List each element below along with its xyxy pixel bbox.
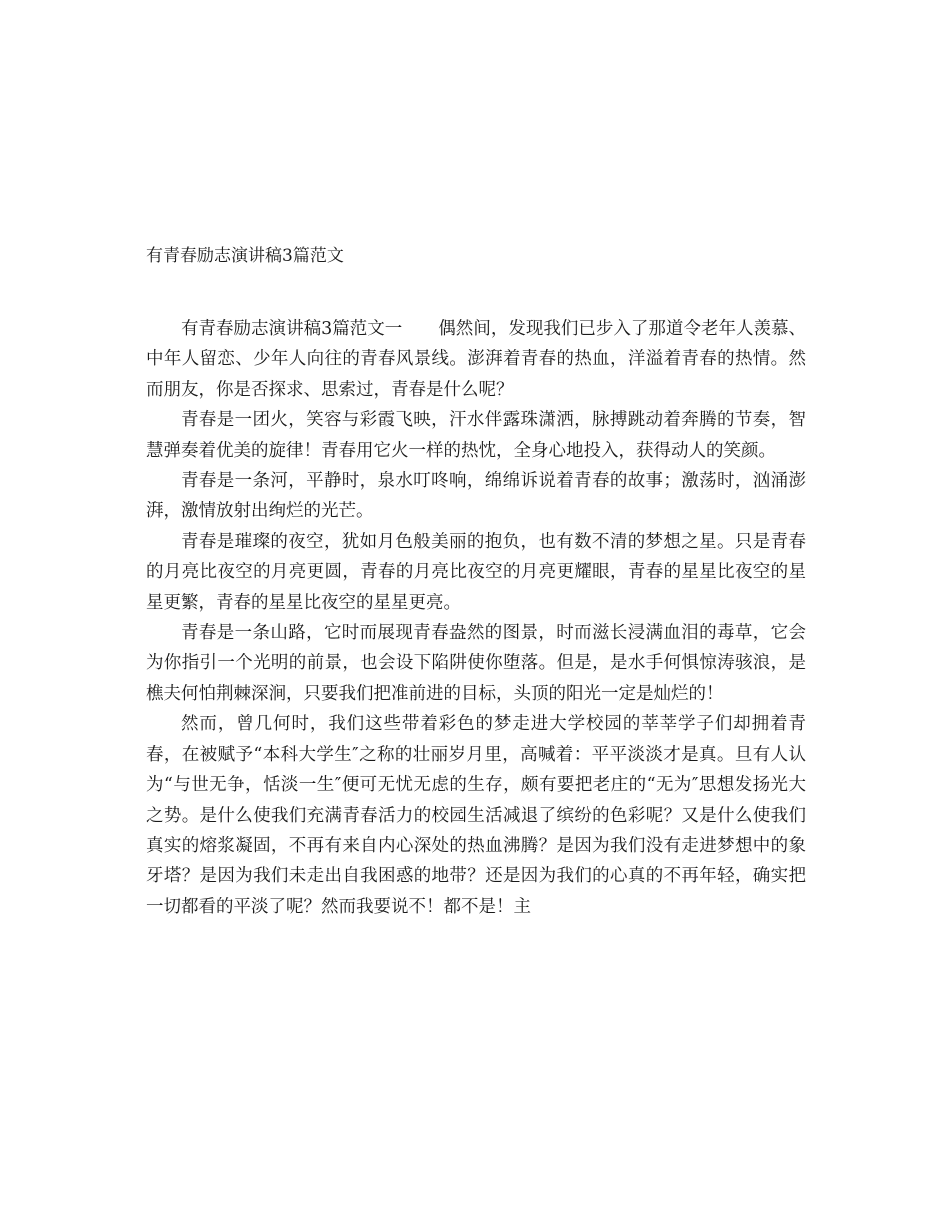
document-body [146,314,806,922]
paragraph-3: 青春是一条河，平静时，泉水叮咚响，绵绵诉说着青春的故事；激荡时，汹涌澎湃，激情放射出绚烂的光芒。 [146,471,806,522]
paragraph-4: 青春是璀璨的夜空，犹如月色般美丽的抱负，也有数不清的梦想之星。只是青春的月亮比夜空的月亮更圆，青春的月亮比夜空的月亮更耀眼，青春的星星比夜空的星星更繁，青春的星星比夜空的星星更亮。 [146,531,806,613]
paragraph-2: 青春是一团火，笑容与彩霞飞映，汗水伴露珠潇洒，脉搏跳动着奔腾的节奏，智慧弹奏着优美的旋律！青春用它火一样的热忱，全身心地投入，获得动人的笑颜。 [146,410,806,461]
paragraph-1-lead: 有青春励志演讲稿3篇范文一 [181,319,403,339]
document-title: 有青春励志演讲稿3篇范文 [146,246,344,266]
paragraph-6: 然而，曾几何时，我们这些带着彩色的梦走进大学校园的莘莘学子们却拥着青春，在被赋予“本科大学生″之称的壮丽岁月里，高喊着：平平淡淡才是真。旦有人认为“与世无争，恬淡一生″便可无忧无虑的生存，颇有要把老庄的“无为″思想发扬光大之势。是什么使我们充满青春活力的校园生活减退了缤纷的色彩呢？又是什么使我们真实的熔浆凝固，不再有来自内心深处的热血沸腾？是因为我们没有走进梦想中的象牙塔？是因为我们未走出自我困惑的地带？还是因为我们的心真的不再年轻，确实把一切都看的平淡了呢？然而我要说不！都不是！主 [146,714,806,917]
paragraph-1-text: 偶然间，发现我们已步入了那道令老年人羡慕、中年人留恋、少年人向往的青春风景线。澎湃着青春的热血，洋溢着青春的热情。然而朋友，你是否探求、思索过，青春是什么呢？ [146,319,807,400]
paragraph-5: 青春是一条山路，它时而展现青春盎然的图景，时而滋长浸满血泪的毒草，它会为你指引一个光明的前景，也会设下陷阱使你堕落。但是，是水手何惧惊涛骇浪，是樵夫何怕荆棘深涧，只要我们把准前进的目标，头顶的阳光一定是灿烂的！ [146,623,806,704]
paragraph-1 [146,314,806,405]
